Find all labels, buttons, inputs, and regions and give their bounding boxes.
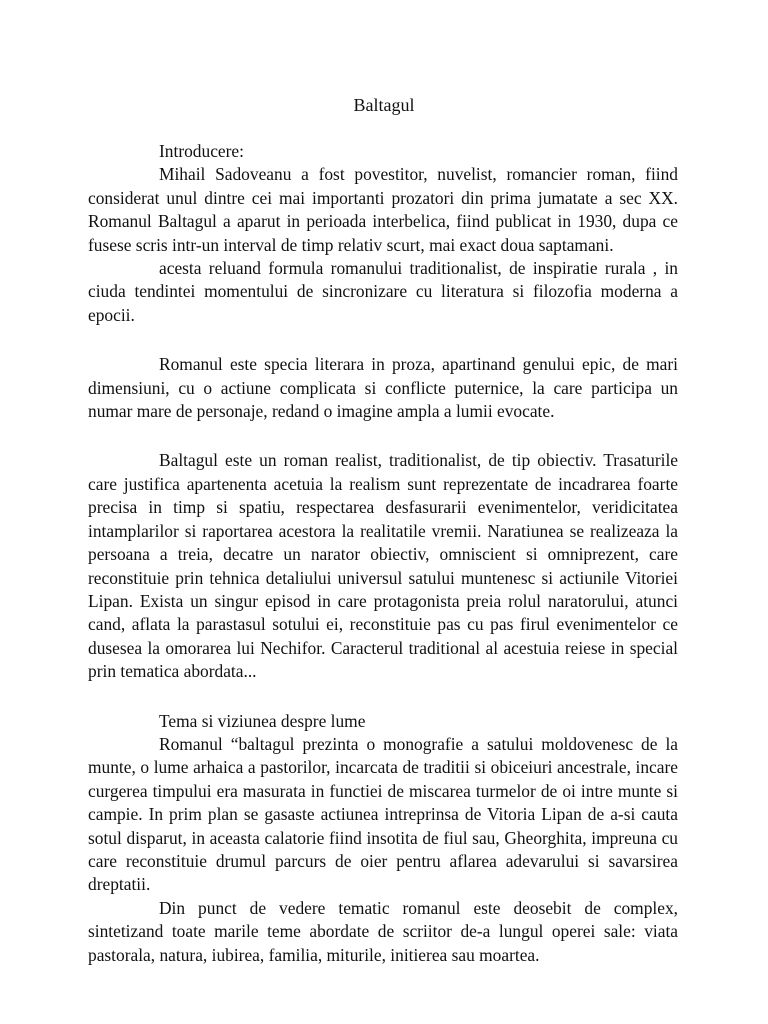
paragraph-tema-complex: Din punct de vedere tematic romanul este deosebit de complex, sintetizand toate marile teme abordate de scriitor de-a lungul operei sale: viata pastorala, natura, iubirea, familia, miturile, initierea sau moartea. — [88, 897, 678, 965]
paragraph-spacer — [88, 684, 678, 710]
document-title: Baltagul — [353, 95, 415, 115]
document-body — [88, 140, 678, 967]
paragraph-intro-author: Mihail Sadoveanu a fost povestitor, nuvelist, romancier roman, fiind considerat unul dintre cei mai importanti prozatori din prima jumatate a sec XX. Romanul Baltagul a aparut in perioada interbelica, fiind publicat in 1930, dupa ce fusese scris intr-un interval de timp relativ scurt, mai exact doua saptamani. — [88, 164, 678, 255]
paragraph-realist: Baltagul este un roman realist, traditionalist, de tip obiectiv. Trasaturile care justifica apartenenta acetuia la realism sunt reprezentate de incadrarea foarte precisa in timp si spatiu, respectarea desfasurarii evenimentelor, veridicitatea intamplarilor si raportarea acestora la realitatile vremii. Naratiunea se realizeaza la persoana a treia, decatre un narator obiectiv, omniscient si omniprezent, care reconstituie prin tehnica detaliului universul satului muntenesc si actiunile Vitoriei Lipan. Exista un singur episod in care protagonista preia rolul naratorului, atunci cand, aflata la parastasul sotului ei, reconstituie pas cu pas firul evenimentelor ce dusesea la omorarea lui Nechifor. Caracterul traditional al acestuia reiese in special prin tematica abordata... — [88, 450, 678, 682]
section-heading-tema: Tema si viziunea despre lume — [159, 710, 366, 731]
section-heading-introducere: Introducere: — [159, 141, 244, 161]
paragraph-spacer — [88, 327, 678, 353]
paragraph-specie: Romanul este specia literara in proza, apartinand genului epic, de mari dimensiuni, cu o actiune complicata si conflicte puternice, la care participa un numar mare de personaje, redand o imagine ampla a lumii evocate. — [88, 354, 678, 422]
paragraph-spacer — [88, 423, 678, 449]
paragraph-tema-monografie: Romanul “baltagul prezinta o monografie a satului moldovenesc de la munte, o lume arhaica a pastorilor, incarcata de traditii si obiceiuri ancestrale, incare curgerea timpului era masurata in functiei de miscarea turmelor de oi intre munte si campie. In prim plan se gasaste actiunea intreprinsa de Vitoria Lipan de a-si cauta sotul disparut, in aceasta calatorie fiind insotita de fiul sau, Gheorghita, impreuna cu care reconstituie drumul parcurs de oier pentru aflarea adevarului si savarsirea dreptatii. — [88, 733, 678, 895]
paragraph-intro-formula: acesta reluand formula romanului traditionalist, de inspiratie rurala , in ciuda tendintei momentului de sincronizare cu literatura si filozofia moderna a epocii. — [88, 258, 678, 325]
